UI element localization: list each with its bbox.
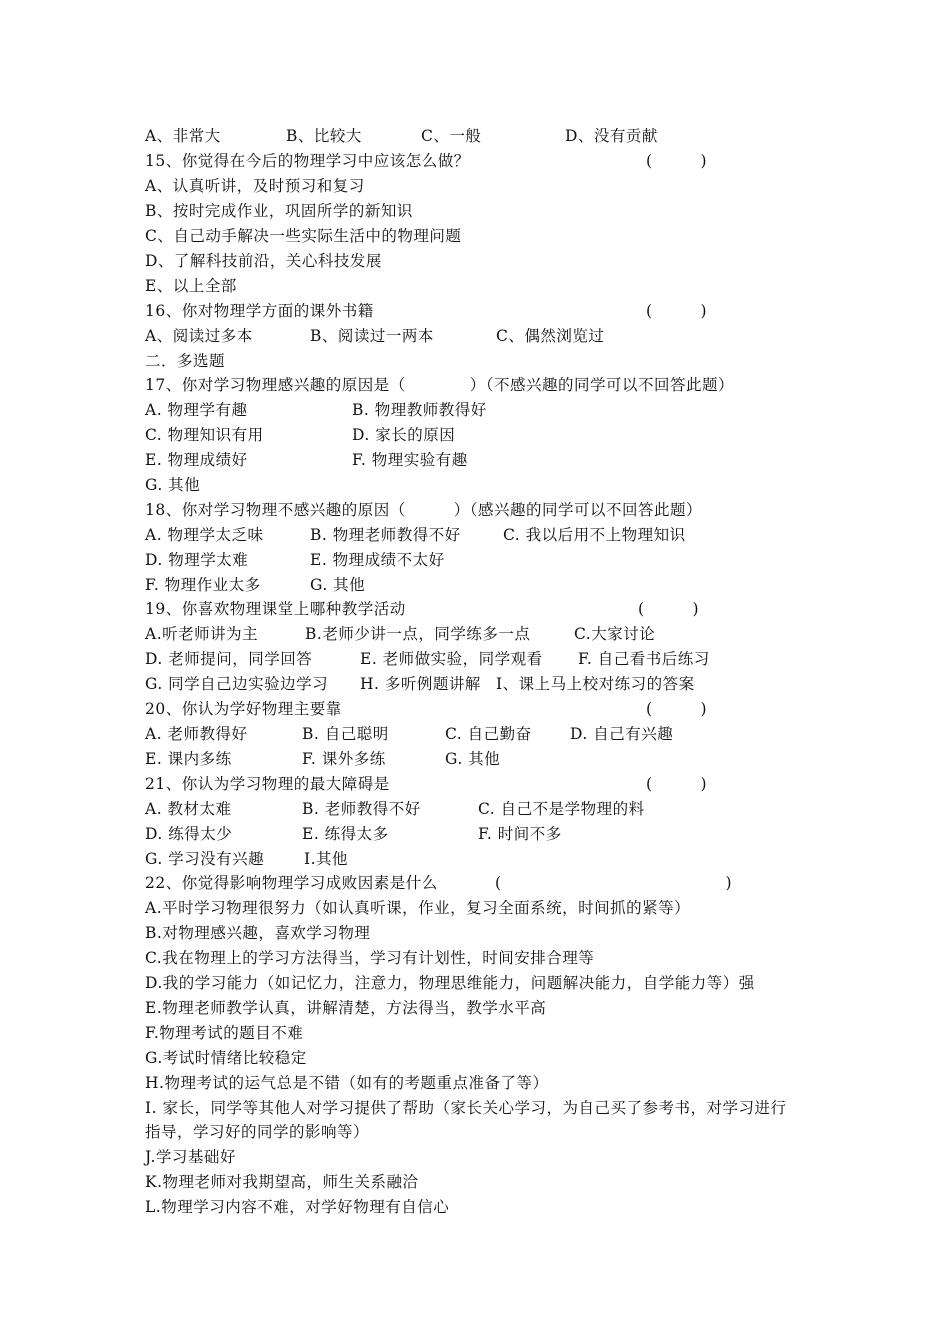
q20-option-b: B. 自己聪明 bbox=[302, 725, 389, 743]
q15-stem: 15、你觉得在今后的物理学习中应该怎么做？ bbox=[145, 152, 470, 170]
q19-stem: 19、你喜欢物理课堂上哪种教学活动 bbox=[145, 600, 406, 618]
q21-options-row-1 bbox=[145, 797, 645, 821]
q16-options-row bbox=[145, 324, 605, 348]
q19-options-row-2 bbox=[145, 647, 710, 671]
q20-option-d: D. 自己有兴趣 bbox=[570, 725, 674, 743]
q16-answer-blank[interactable]: ( ) bbox=[646, 302, 708, 320]
q22-option-i: I. 家长，同学等其他人对学习提供了帮助（家长关心学习，为自己买了参考书，对学习进行 bbox=[145, 1099, 787, 1117]
q20-options-row-1 bbox=[145, 722, 674, 746]
q21-option-b: B. 老师教得不好 bbox=[302, 800, 421, 818]
q22-stem: 22、你觉得影响物理学习成败因素是什么 bbox=[145, 874, 438, 892]
q20-option-f: F. 课外多练 bbox=[302, 750, 386, 768]
q19-answer-blank[interactable]: ( ) bbox=[638, 600, 700, 618]
q19-options-row-3 bbox=[145, 672, 695, 696]
q21-option-f: F. 时间不多 bbox=[478, 825, 562, 843]
q19-option-e: E. 老师做实验，同学观看 bbox=[360, 650, 543, 668]
q22-option-h: H.物理考试的运气总是不错（如有的考题重点准备了等） bbox=[145, 1074, 549, 1092]
section-heading: 二．多选题 bbox=[145, 352, 226, 370]
q17-options-row-3 bbox=[145, 448, 468, 472]
q20-stem-row bbox=[145, 697, 708, 721]
q22-option-c: C.我在物理上的学习方法得当，学习有计划性，时间安排合理等 bbox=[145, 949, 595, 967]
q14-option-a: A、非常大 bbox=[145, 127, 221, 145]
q22-stem-row bbox=[145, 871, 733, 895]
q21-stem: 21、你认为学习物理的最大障碍是 bbox=[145, 775, 390, 793]
q19-option-a: A.听老师讲为主 bbox=[145, 625, 259, 643]
q18-option-b: B. 物理老师教得不好 bbox=[310, 526, 461, 544]
q16-option-b: B、阅读过一两本 bbox=[310, 327, 434, 345]
q15-option-d: D、了解科技前沿，关心科技发展 bbox=[145, 252, 382, 270]
q18-option-e: E. 物理成绩不太好 bbox=[310, 551, 445, 569]
q20-stem: 20、你认为学好物理主要靠 bbox=[145, 700, 342, 718]
q22-answer-blank[interactable]: ( ) bbox=[495, 874, 733, 892]
q20-option-a: A. 老师教得好 bbox=[145, 725, 248, 743]
q22-option-a: A.平时学习物理很努力（如认真听课，作业，复习全面系统，时间抓的紧等） bbox=[145, 899, 691, 917]
q22-option-k: K.物理老师对我期望高，师生关系融洽 bbox=[145, 1173, 419, 1191]
q19-option-b: B.老师少讲一点，同学练多一点 bbox=[305, 625, 531, 643]
q17-option-a: A. 物理学有趣 bbox=[145, 401, 248, 419]
q17-options-row-2 bbox=[145, 423, 456, 447]
q21-option-c: C. 自己不是学物理的料 bbox=[478, 800, 645, 818]
q17-option-b: B. 物理教师教得好 bbox=[352, 401, 487, 419]
q17-option-e: E. 物理成绩好 bbox=[145, 451, 248, 469]
q16-stem: 16、你对物理学方面的课外书籍 bbox=[145, 302, 374, 320]
q18-stem: 18、你对学习物理不感兴趣的原因（ ）（感兴趣的同学可以不回答此题） bbox=[145, 501, 702, 519]
q20-option-g: G. 其他 bbox=[445, 750, 501, 768]
q22-option-g: G.考试时情绪比较稳定 bbox=[145, 1049, 307, 1067]
q18-options-row-2 bbox=[145, 548, 445, 572]
q16-option-c: C、偶然浏览过 bbox=[496, 327, 605, 345]
q21-options-row-3 bbox=[145, 847, 349, 871]
q18-option-d: D. 物理学太难 bbox=[145, 551, 249, 569]
q22-option-d: D.我的学习能力（如记忆力，注意力，物理思维能力，问题解决能力，自学能力等）强 bbox=[145, 974, 755, 992]
q15-option-a: A、认真听讲，及时预习和复习 bbox=[145, 177, 365, 195]
q22-option-b: B.对物理感兴趣，喜欢学习物理 bbox=[145, 924, 371, 942]
q21-option-i: I.其他 bbox=[304, 850, 349, 868]
q19-options-row-1 bbox=[145, 622, 656, 646]
q18-option-f: F. 物理作业太多 bbox=[145, 576, 261, 594]
q17-option-c: C. 物理知识有用 bbox=[145, 426, 264, 444]
q22-option-i-continued: 指导，学习好的同学的影响等） bbox=[145, 1123, 370, 1141]
q22-option-e: E.物理老师教学认真，讲解清楚，方法得当，教学水平高 bbox=[145, 999, 547, 1017]
q18-option-c: C. 我以后用不上物理知识 bbox=[503, 526, 686, 544]
q16-stem-row bbox=[145, 299, 708, 323]
q17-option-g: G. 其他 bbox=[145, 476, 201, 494]
q17-options-row-1 bbox=[145, 398, 487, 422]
q19-option-i: I、课上马上校对练习的答案 bbox=[496, 675, 695, 693]
q18-option-g: G. 其他 bbox=[310, 576, 366, 594]
q14-option-b: B、比较大 bbox=[286, 127, 362, 145]
q18-options-row-1 bbox=[145, 523, 686, 547]
q19-stem-row bbox=[145, 597, 700, 621]
q21-stem-row bbox=[145, 772, 708, 796]
q17-option-d: D. 家长的原因 bbox=[352, 426, 456, 444]
q14-option-d: D、没有贡献 bbox=[565, 127, 658, 145]
q20-option-e: E. 课内多练 bbox=[145, 750, 232, 768]
q20-options-row-2 bbox=[145, 747, 501, 771]
q19-option-d: D. 老师提问，同学回答 bbox=[145, 650, 313, 668]
q21-options-row-2 bbox=[145, 822, 562, 846]
q16-option-a: A、阅读过多本 bbox=[145, 327, 253, 345]
q21-option-d: D. 练得太少 bbox=[145, 825, 233, 843]
q22-option-l: L.物理学习内容不难，对学好物理有自信心 bbox=[145, 1198, 450, 1216]
q15-stem-row bbox=[145, 149, 708, 173]
q21-option-g: G. 学习没有兴趣 bbox=[145, 850, 265, 868]
q15-option-c: C、自己动手解决一些实际生活中的物理问题 bbox=[145, 227, 462, 245]
q19-option-g: G. 同学自己边实验边学习 bbox=[145, 675, 329, 693]
q21-option-e: E. 练得太多 bbox=[302, 825, 389, 843]
q15-option-b: B、按时完成作业，巩固所学的新知识 bbox=[145, 202, 413, 220]
q21-option-a: A. 教材太难 bbox=[145, 800, 232, 818]
q20-option-c: C. 自己勤奋 bbox=[445, 725, 532, 743]
q19-option-f: F. 自己看书后练习 bbox=[578, 650, 710, 668]
q15-answer-blank[interactable]: ( ) bbox=[646, 152, 708, 170]
q17-stem: 17、你对学习物理感兴趣的原因是（ ）（不感兴趣的同学可以不回答此题） bbox=[145, 376, 734, 394]
q14-options-row bbox=[145, 124, 658, 148]
q18-options-row-3 bbox=[145, 573, 366, 597]
q14-option-c: C、一般 bbox=[421, 127, 482, 145]
q19-option-c: C.大家讨论 bbox=[574, 625, 656, 643]
q19-option-h: H. 多听例题讲解 bbox=[360, 675, 481, 693]
q17-option-f: F. 物理实验有趣 bbox=[352, 451, 468, 469]
q21-answer-blank[interactable]: ( ) bbox=[646, 775, 708, 793]
q18-option-a: A. 物理学太乏味 bbox=[145, 526, 264, 544]
q20-answer-blank[interactable]: ( ) bbox=[646, 700, 708, 718]
q22-option-j: J.学习基础好 bbox=[145, 1148, 236, 1166]
q15-option-e: E、以上全部 bbox=[145, 277, 237, 295]
q22-option-f: F.物理考试的题目不难 bbox=[145, 1024, 304, 1042]
